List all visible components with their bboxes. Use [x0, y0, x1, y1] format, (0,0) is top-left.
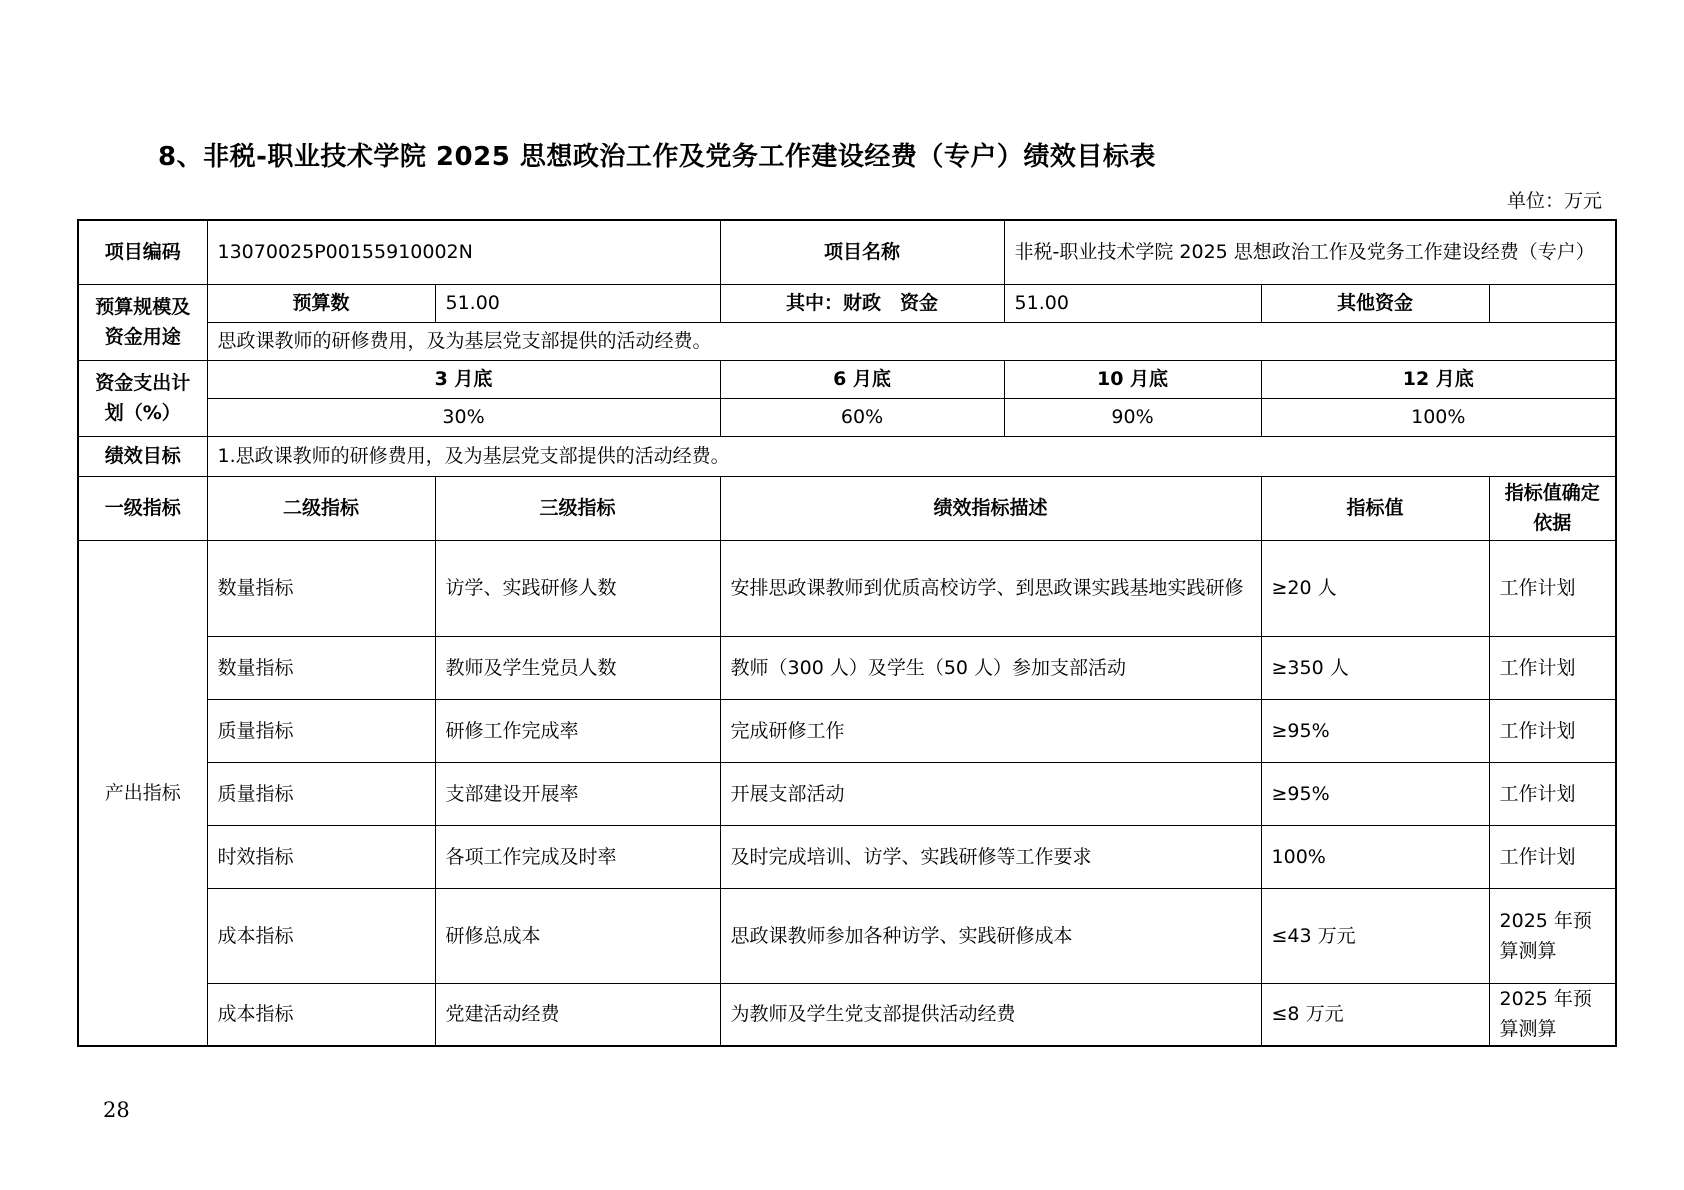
value-cell: 100% — [1261, 825, 1489, 888]
table-row — [78, 983, 1616, 1046]
basis-cell: 2025 年预算测算 — [1489, 888, 1616, 983]
basis-cell: 工作计划 — [1489, 699, 1616, 762]
project-name: 非税-职业技术学院 2025 思想政治工作及党务工作建设经费（专户） — [1004, 220, 1616, 284]
budget-amount: 51.00 — [435, 284, 720, 322]
description-cell: 思政课教师参加各种访学、实践研修成本 — [720, 888, 1261, 983]
level2-cell: 数量指标 — [207, 636, 435, 699]
basis-cell: 工作计划 — [1489, 762, 1616, 825]
level3-cell: 研修工作完成率 — [435, 699, 720, 762]
level2-cell: 数量指标 — [207, 540, 435, 636]
plan-value: 90% — [1004, 398, 1261, 436]
table-row — [78, 762, 1616, 825]
page-title: 8、非税-职业技术学院 2025 思想政治工作及党务工作建设经费（专户）绩效目标表 — [158, 142, 1156, 172]
level3-cell: 各项工作完成及时率 — [435, 825, 720, 888]
level3-cell: 访学、实践研修人数 — [435, 540, 720, 636]
plan-period: 3 月底 — [207, 360, 720, 398]
level2-cell: 质量指标 — [207, 762, 435, 825]
plan-period: 12 月底 — [1261, 360, 1616, 398]
table-row — [78, 888, 1616, 983]
plan-value: 60% — [720, 398, 1004, 436]
value-cell: ≥350 人 — [1261, 636, 1489, 699]
table-row — [78, 540, 1616, 636]
level2-cell: 时效指标 — [207, 825, 435, 888]
fiscal-funds: 51.00 — [1004, 284, 1261, 322]
plan-value: 100% — [1261, 398, 1616, 436]
fiscal-funds-label: 其中：财政 资金 — [720, 284, 1004, 322]
header-level3: 三级指标 — [435, 476, 720, 540]
budget-label: 预算规模及资金用途 — [78, 284, 207, 360]
table-row — [78, 699, 1616, 762]
basis-cell: 2025 年预算测算 — [1489, 983, 1616, 1046]
plan-period: 10 月底 — [1004, 360, 1261, 398]
description-cell: 完成研修工作 — [720, 699, 1261, 762]
goal-row — [78, 436, 1616, 476]
project-row — [78, 220, 1616, 284]
basis-cell: 工作计划 — [1489, 636, 1616, 699]
other-funds — [1489, 284, 1616, 322]
header-description: 绩效指标描述 — [720, 476, 1261, 540]
level2-cell: 成本指标 — [207, 888, 435, 983]
header-level1: 一级指标 — [78, 476, 207, 540]
plan-value: 30% — [207, 398, 720, 436]
unit-label: 单位：万元 — [1506, 190, 1602, 212]
budget-row — [78, 284, 1616, 322]
value-cell: ≥95% — [1261, 762, 1489, 825]
description-cell: 及时完成培训、访学、实践研修等工作要求 — [720, 825, 1261, 888]
basis-cell: 工作计划 — [1489, 825, 1616, 888]
level2-cell: 成本指标 — [207, 983, 435, 1046]
description-cell: 安排思政课教师到优质高校访学、到思政课实践基地实践研修 — [720, 540, 1261, 636]
basis-cell: 工作计划 — [1489, 540, 1616, 636]
level1-indicator: 产出指标 — [78, 540, 207, 1046]
purpose-row — [78, 322, 1616, 360]
spending-plan-label: 资金支出计划（%） — [78, 360, 207, 436]
level3-cell: 教师及学生党员人数 — [435, 636, 720, 699]
level2-cell: 质量指标 — [207, 699, 435, 762]
header-value: 指标值 — [1261, 476, 1489, 540]
plan-values-row — [78, 398, 1616, 436]
indicator-header-row — [78, 476, 1616, 540]
value-cell: ≤8 万元 — [1261, 983, 1489, 1046]
budget-amount-label: 预算数 — [207, 284, 435, 322]
plan-period: 6 月底 — [720, 360, 1004, 398]
level3-cell: 党建活动经费 — [435, 983, 720, 1046]
value-cell: ≥95% — [1261, 699, 1489, 762]
project-code-label: 项目编码 — [78, 220, 207, 284]
description-cell: 开展支部活动 — [720, 762, 1261, 825]
level3-cell: 支部建设开展率 — [435, 762, 720, 825]
funds-purpose: 思政课教师的研修费用，及为基层党支部提供的活动经费。 — [207, 322, 1616, 360]
description-cell: 为教师及学生党支部提供活动经费 — [720, 983, 1261, 1046]
performance-goal: 1.思政课教师的研修费用，及为基层党支部提供的活动经费。 — [207, 436, 1616, 476]
project-name-label: 项目名称 — [720, 220, 1004, 284]
table-row — [78, 636, 1616, 699]
description-cell: 教师（300 人）及学生（50 人）参加支部活动 — [720, 636, 1261, 699]
value-cell: ≥20 人 — [1261, 540, 1489, 636]
header-level2: 二级指标 — [207, 476, 435, 540]
performance-goal-label: 绩效目标 — [78, 436, 207, 476]
page-number: 28 — [103, 1098, 130, 1122]
value-cell: ≤43 万元 — [1261, 888, 1489, 983]
performance-table — [77, 219, 1617, 1047]
project-code: 13070025P00155910002N — [207, 220, 720, 284]
table-row — [78, 825, 1616, 888]
plan-header-row — [78, 360, 1616, 398]
level3-cell: 研修总成本 — [435, 888, 720, 983]
header-basis: 指标值确定依据 — [1489, 476, 1616, 540]
other-funds-label: 其他资金 — [1261, 284, 1489, 322]
